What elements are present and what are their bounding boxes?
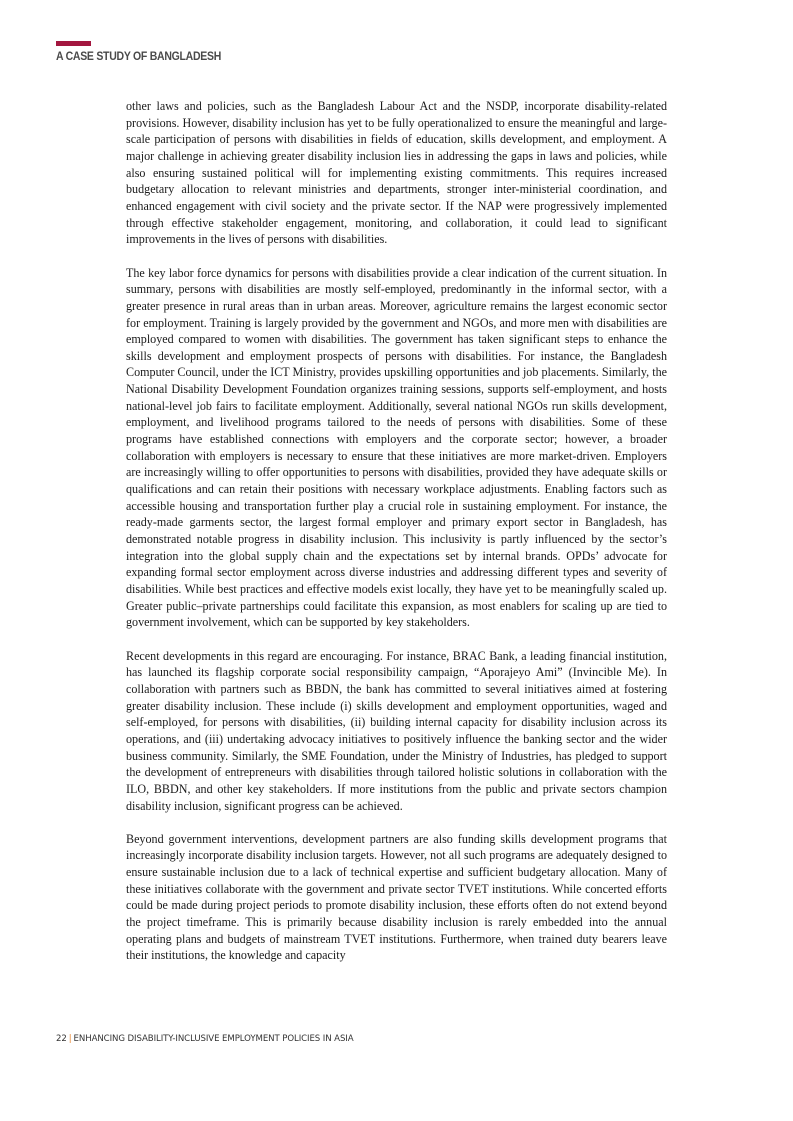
publication-title: ENHANCING DISABILITY-INCLUSIVE EMPLOYMENT POLICIES IN ASIA — [73, 1034, 354, 1044]
page-number: 22 — [56, 1034, 67, 1044]
running-header: A CASE STUDY OF BANGLADESH — [56, 49, 222, 63]
page-footer — [56, 1034, 354, 1044]
header-accent-bar — [56, 41, 91, 46]
paragraph: Recent developments in this regard are encouraging. For instance, BRAC Bank, a leading financial institution, has launched its flagship corporate social responsibility campaign, “Aporajeyo Ami” (Invincible Me). In collaboration with partners such as BBDN, the bank has committed to several initiatives aimed at fostering greater disability inclusion. These include (i) skills development and employment opportunities, waged and self-employed, for persons with disabilities, (ii) building internal capacity for disability inclusion across its operations, and (iii) undertaking advocacy initiatives to positively influence the banking sector and the wider business community. Similarly, the SME Foundation, under the Ministry of Industries, has pledged to support the development of entrepreneurs with disabilities through tailored holistic solutions in collaboration with the ILO, BBDN, and other key stakeholders. If more institutions from the public and private sectors champion disability inclusion, significant progress can be achieved. — [126, 648, 667, 813]
paragraph: other laws and policies, such as the Bangladesh Labour Act and the NSDP, incorporate disability-related provisions. However, disability inclusion has yet to be fully operationalized to ensure the meaningful and large-scale participation of persons with disabilities in fields of education, skills development, and employment. A major challenge in achieving greater disability inclusion lies in addressing the gaps in laws and policies, while also ensuring sustained political will for implementing existing commitments. This requires increased budgetary allocation to relevant ministries and departments, stronger inter-ministerial coordination, and enhanced engagement with civil society and the private sector. If the NAP were progressively implemented through effective stakeholder engagement, monitoring, and collaboration, it could lead to significant improvements in the lives of persons with disabilities. — [126, 99, 667, 247]
paragraph: Beyond government interventions, development partners are also funding skills development programs that increasingly incorporate disability inclusion targets. However, not all such programs are adequately designed to ensure sustainable inclusion due to a lack of technical expertise and sufficient budgetary allocation. Many of these initiatives collaborate with the government and private sector TVET institutions. While concerted efforts could be made during project periods to promote disability inclusion, these efforts often do not extend beyond the project timeframe. This is primarily because disability inclusion is rarely embedded into the annual operating plans and budgets of mainstream TVET institutions. Furthermore, when trained duty bearers leave their institutions, the knowledge and capacity — [126, 831, 667, 963]
paragraph: The key labor force dynamics for persons with disabilities provide a clear indication of the current situation. In summary, persons with disabilities are mostly self-employed, predominantly in the informal sector, with a greater presence in rural areas than in urban areas. Moreover, agriculture remains the largest economic sector for employment. Training is largely provided by the government and NGOs, and more men with disabilities are employed compared to women with disabilities. The government has taken significant steps to enhance the skills development and employment prospects of persons with disabilities. For instance, the Bangladesh Computer Council, under the ICT Ministry, provides upskilling opportunities and job placements. Similarly, the National Disability Development Foundation organizes training sessions, supports self-employment, and hosts national-level job fairs to facilitate employment. Additionally, several national NGOs run skills development, employment, and livelihood programs tailored to the needs of persons with disabilities. Some of these programs have established connections with employers and the corporate sector; however, a broader collaboration with employers is necessary to ensure that these initiatives are more market-driven. Employers are increasingly willing to offer opportunities to persons with disabilities, provided they have adequate skills or qualifications and can retain their positions with necessary workplace adjustments. Enabling factors such as accessible housing and transportation further play a crucial role in sustaining employment. For instance, the ready-made garments sector, the largest formal employer and primary export sector in Bangladesh, has demonstrated notable progress in disability inclusion. This inclusivity is partly influenced by the sector’s integration into the global supply chain and the expectations set by internal brands. OPDs’ advocate for expanding formal sector employment across diverse industries and addressing different types and severity of disabilities. While best practices and effective models exist locally, they have yet to be meaningfully scaled up. Greater public–private partnerships could facilitate this expansion, as most enablers for scaling up are tied to government involvement, which can be supported by key stakeholders. — [126, 265, 667, 630]
body-text — [126, 98, 667, 981]
footer-separator: | — [68, 1034, 72, 1044]
